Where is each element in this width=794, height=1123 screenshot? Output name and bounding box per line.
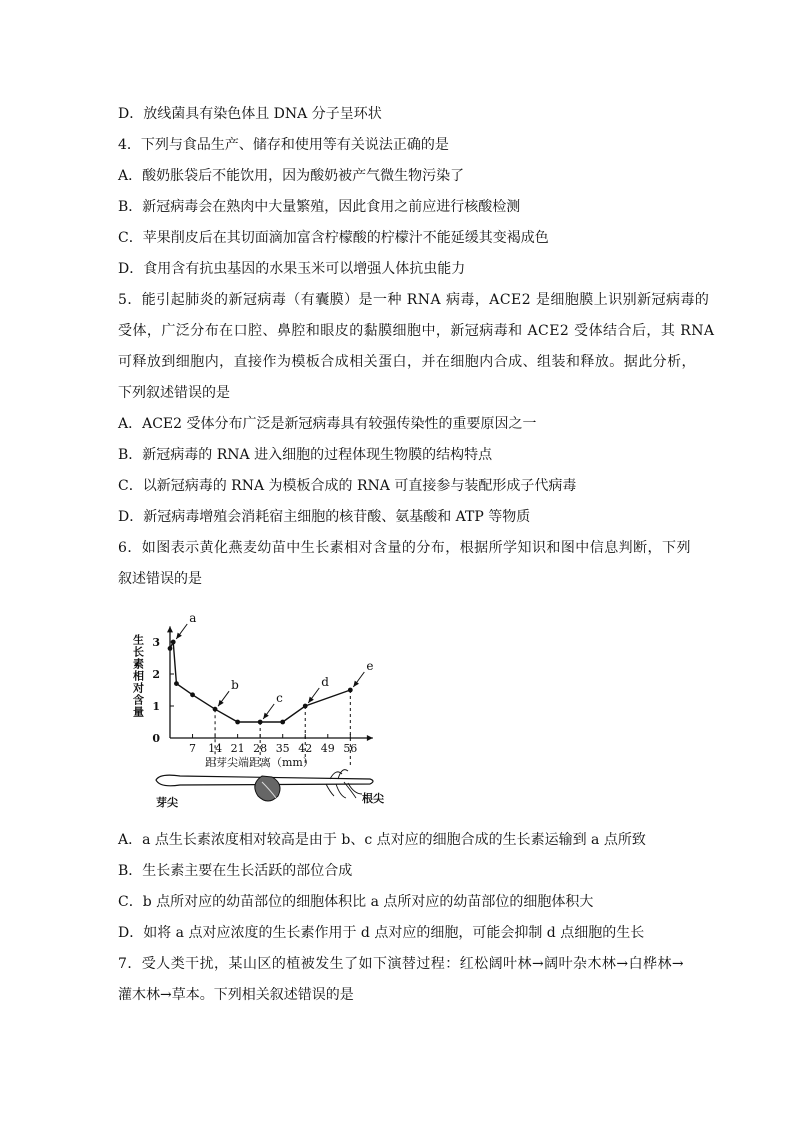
x-tick-label: 35 [275, 742, 290, 755]
label-arrowhead [263, 713, 269, 719]
label-arrowhead [218, 700, 224, 706]
point-label-c: c [276, 691, 283, 705]
y-tick-label: 0 [152, 732, 160, 745]
data-point [280, 720, 285, 725]
y-tick-label: 1 [152, 700, 160, 713]
text-line: B．新冠病毒的 RNA 进入细胞的过程体现生物膜的结构特点 [118, 447, 493, 463]
text-line: 灌木林→草本。下列相关叙述错误的是 [118, 987, 354, 1003]
text-line: 5．能引起肺炎的新冠病毒（有囊膜）是一种 RNA 病毒，ACE2 是细胞膜上识别新冠病毒的 [118, 292, 710, 308]
point-label-d: d [321, 675, 329, 689]
seed-shape [255, 776, 280, 801]
text-line: 7．受人类干扰，某山区的植被发生了如下演替过程：红松阔叶林→阔叶杂木林→白桦林→ [118, 956, 685, 972]
chart-ticks [152, 636, 357, 755]
data-point [235, 720, 240, 725]
data-point [190, 692, 195, 697]
text-line: D．食用含有抗虫基因的水果玉米可以增强人体抗虫能力 [118, 261, 466, 277]
text-line: 下列叙述错误的是 [118, 385, 230, 401]
text-line: C．以新冠病毒的 RNA 为模板合成的 RNA 可直接参与装配形成子代病毒 [118, 478, 577, 494]
text-line: A．ACE2 受体分布广泛是新冠病毒具有较强传染性的重要原因之一 [118, 416, 537, 432]
root-tip-label: 根尖 [362, 792, 384, 805]
label-arrowhead [176, 633, 182, 639]
data-point [168, 646, 173, 651]
x-tick-label: 21 [230, 742, 245, 755]
x-tick-label: 28 [253, 742, 268, 755]
label-arrowhead [353, 681, 359, 687]
text-line: C．苹果削皮后在其切面滴加富含柠檬酸的柠檬汁不能延缓其变褐成色 [118, 230, 549, 246]
text-line: D．新冠病毒增殖会消耗宿主细胞的核苷酸、氨基酸和 ATP 等物质 [118, 509, 531, 525]
x-tick-label: 56 [343, 742, 358, 755]
text-line: C．b 点所对应的幼苗部位的细胞体积比 a 点所对应的幼苗部位的细胞体积大 [118, 894, 594, 910]
x-tick-label: 49 [320, 742, 335, 755]
x-axis-arrow [367, 735, 373, 741]
y-axis-arrow [167, 626, 173, 632]
text-line: A．a 点生长素浓度相对较高是由于 b、c 点对应的细胞合成的生长素运输到 a 点所致 [118, 832, 646, 848]
chart-axes [167, 626, 373, 741]
y-axis-label: 生长素相对含量 [131, 634, 145, 718]
text-line: 可释放到细胞内，直接作为模板合成相关蛋白，并在细胞内合成、组装和释放。据此分析， [118, 354, 696, 370]
data-point [348, 688, 353, 693]
text-line: 6．如图表示黄化燕麦幼苗中生长素相对含量的分布，根据所学知识和图中信息判断，下列 [118, 540, 691, 556]
point-label-e: e [366, 659, 374, 673]
auxin-distribution-chart [131, 598, 410, 813]
data-point [174, 681, 179, 686]
text-line: 受体，广泛分布在口腔、鼻腔和眼皮的黏膜细胞中，新冠病毒和 ACE2 受体结合后，其 RNA [118, 323, 715, 339]
point-label-b: b [231, 678, 239, 693]
text-line: D．放线菌具有染色体且 DNA 分子呈环状 [118, 106, 382, 122]
x-axis-label: 距芽尖端距离（mm） [205, 756, 314, 769]
text-line: 4．下列与食品生产、储存和使用等有关说法正确的是 [118, 137, 449, 153]
data-point [303, 704, 308, 709]
text-line: B．生长素主要在生长活跃的部位合成 [118, 863, 353, 879]
text-line: D．如将 a 点对应浓度的生长素作用于 d 点对应的细胞，可能会抑制 d 点细胞的生长 [118, 925, 645, 941]
text-line: B．新冠病毒会在熟肉中大量繁殖，因此食用之前应进行核酸检测 [118, 199, 521, 215]
x-tick-label: 7 [189, 742, 197, 755]
y-tick-label: 3 [152, 636, 160, 649]
data-point [213, 707, 218, 712]
data-point [258, 720, 263, 725]
text-line: 叙述错误的是 [118, 571, 202, 587]
x-tick-label: 42 [298, 742, 313, 755]
label-arrowhead [308, 697, 314, 703]
y-tick-label: 2 [152, 668, 160, 681]
point-label-a: a [189, 611, 197, 625]
seedling-illustration [156, 770, 373, 801]
text-line: A．酸奶胀袋后不能饮用，因为酸奶被产气微生物污染了 [118, 168, 465, 184]
bud-tip-label: 芽尖 [156, 796, 178, 809]
x-tick-label: 14 [208, 742, 223, 755]
